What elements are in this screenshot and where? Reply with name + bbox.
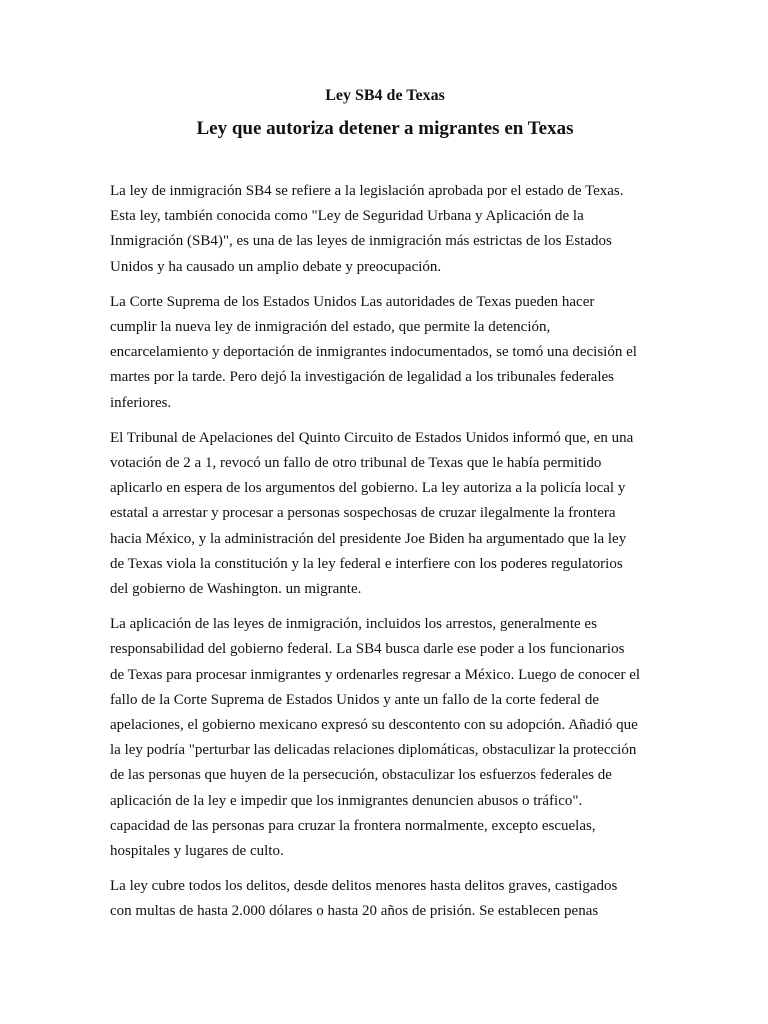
document-subtitle: Ley que autoriza detener a migrantes en Texas: [196, 118, 574, 139]
paragraph-intro: La ley de inmigración SB4 se refiere a la legislación aprobada por el estado de Texas. Esta ley, también conocida como "Ley de Seguridad Urbana y Aplicación de la Inmigración (SB4)", es una de las leyes de inmigración más estrictas de los Estados Unidos y ha causado un amplio debate y preocupación.: [110, 183, 624, 275]
document-title: Ley SB4 de Texas: [325, 87, 445, 104]
paragraph-fifth-circuit: El Tribunal de Apelaciones del Quinto Circuito de Estados Unidos informó que, en una votación de 2 a 1, revocó un fallo de otro tribunal de Texas que le había permitido aplicarlo en espera de los argumentos del gobierno. La ley autoriza a la policía local y estatal a arrestar y procesar a personas sospechosas de cruzar ilegalmente la frontera hacia México, y la administración del presidente Joe Biden ha argumentado que la ley de Texas viola la constitución y la ley federal e interfiere con los poderes regulatorios del gobierno de Washington. un migrante.: [110, 429, 634, 598]
document-page: [110, 84, 660, 935]
paragraph-enforcement: La aplicación de las leyes de inmigración, incluidos los arrestos, generalmente es responsabilidad del gobierno federal. La SB4 busca darle ese poder a los funcionarios de Texas para procesar inmigrantes y ordenarles regresar a México. Luego de conocer el fallo de la Corte Suprema de Estados Unidos y ante un fallo de la corte federal de apelaciones, el gobierno mexicano expresó su descontento con su adopción. Añadió que la ley podría "perturbar las delicadas relaciones diplomáticas, obstaculizar la protección de las personas que huyen de la persecución, obstaculizar los esfuerzos federales de aplicación de la ley e impedir que los inmigrantes denuncien abusos o tráfico". capacidad de las personas para cruzar la frontera normalmente, excepto escuelas, hospitales y lugares de culto.: [110, 616, 641, 860]
paragraph-supreme-court: La Corte Suprema de los Estados Unidos Las autoridades de Texas pueden hacer cumplir la nueva ley de inmigración del estado, que permite la detención, encarcelamiento y deportación de inmigrantes indocumentados, se tomó una decisión el martes por la tarde. Pero dejó la investigación de legalidad a los tribunales federales inferiores.: [110, 293, 637, 411]
paragraph-penalties: La ley cubre todos los delitos, desde delitos menores hasta delitos graves, castigados con multas de hasta 2.000 dólares o hasta 20 años de prisión. Se establecen penas: [110, 878, 618, 920]
